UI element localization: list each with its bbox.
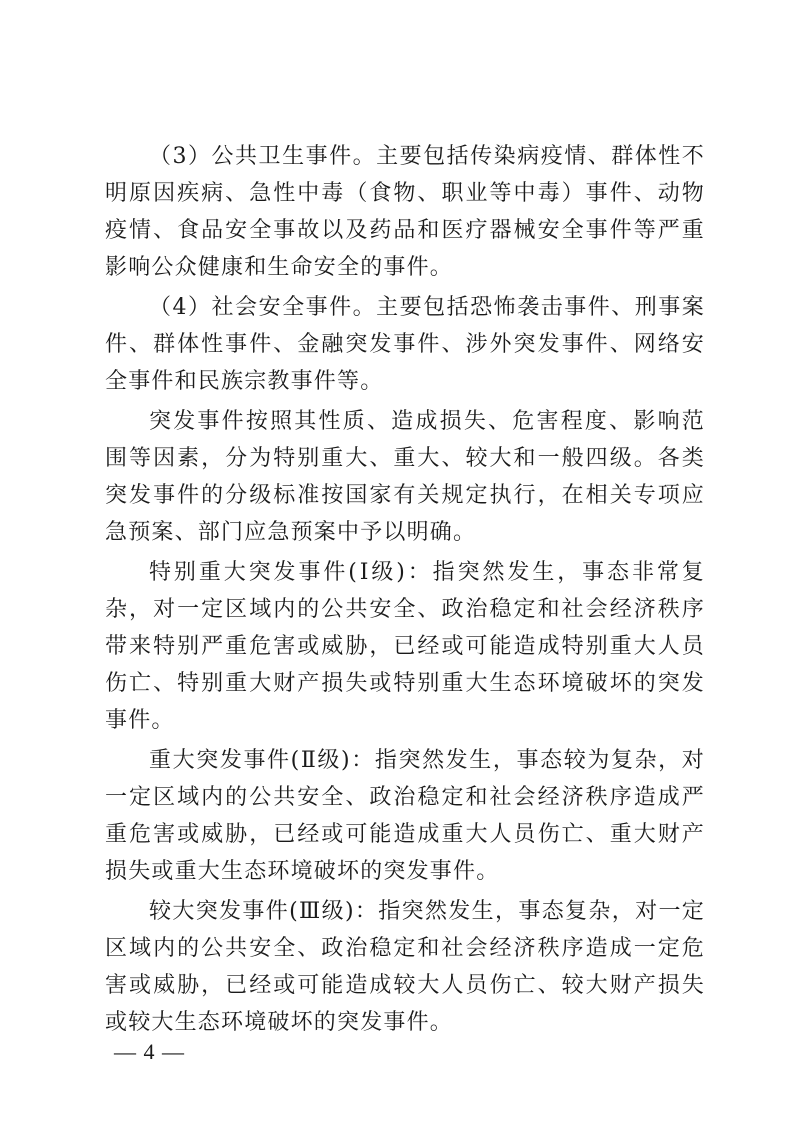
document-body bbox=[105, 138, 705, 1044]
page-number: — 4 — bbox=[114, 1039, 185, 1064]
paragraph-public-health-events: （3）公共卫生事件。主要包括传染病疫情、群体性不明原因疾病、急性中毒（食物、职业等中毒）事件、动物疫情、食品安全事故以及药品和医疗器械安全事件等严重影响公众健康和生命安全的事件。 bbox=[105, 144, 705, 280]
paragraph-event-classification: 突发事件按照其性质、造成损失、危害程度、影响范围等因素，分为特别重大、重大、较大和一般四级。各类突发事件的分级标准按国家有关规定执行，在相关专项应急预案、部门应急预案中予以明确。 bbox=[105, 409, 705, 545]
paragraph-level-2-definition: 重大突发事件(Ⅱ级)：指突然发生，事态较为复杂，对一定区域内的公共安全、政治稳定和社会经济秩序造成严重危害或威胁，已经或可能造成重大人员伤亡、重大财产损失或重大生态环境破坏的突发事件。 bbox=[105, 748, 705, 884]
paragraph-social-security-events: （4）社会安全事件。主要包括恐怖袭击事件、刑事案件、群体性事件、金融突发事件、涉外突发事件、网络安全事件和民族宗教事件等。 bbox=[105, 295, 705, 394]
paragraph-level-3-definition: 较大突发事件(Ⅲ级)：指突然发生，事态复杂，对一定区域内的公共安全、政治稳定和社会经济秩序造成一定危害或威胁，已经或可能造成较大人员伤亡、较大财产损失或较大生态环境破坏的突发事件。 bbox=[105, 899, 705, 1035]
paragraph-level-1-definition: 特别重大突发事件(Ⅰ级)：指突然发生，事态非常复杂，对一定区域内的公共安全、政治稳定和社会经济秩序带来特别严重危害或威胁，已经或可能造成特别重大人员伤亡、特别重大财产损失或特别重大生态环境破坏的突发事件。 bbox=[105, 560, 705, 733]
